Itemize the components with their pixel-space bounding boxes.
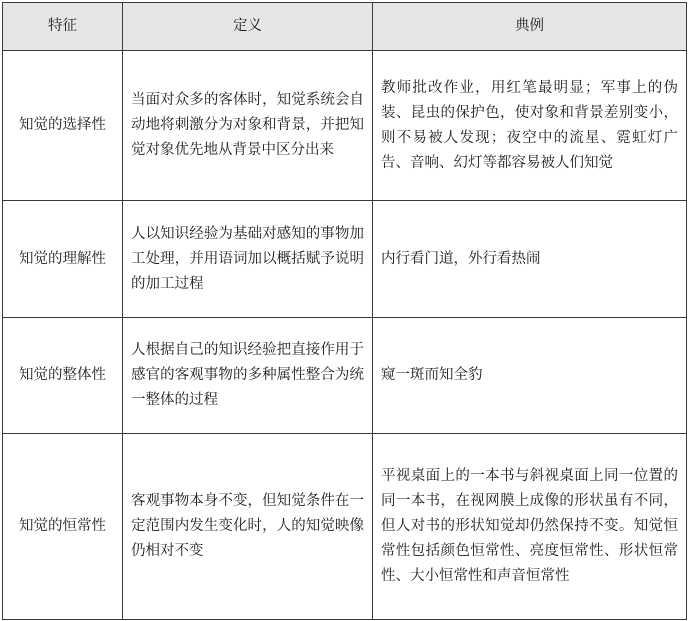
perception-features-table [2, 2, 687, 620]
example-cell: 内行看门道，外行看热闹 [373, 201, 687, 318]
table-body [3, 51, 687, 620]
table-header [3, 3, 687, 51]
definition-cell: 当面对众多的客体时，知觉系统会自动地将刺激分为对象和背景，并把知觉对象优先地从背景中区分出来 [123, 51, 373, 201]
definition-cell: 客观事物本身不变，但知觉条件在一定范围内发生变化时，人的知觉映像仍相对不变 [123, 434, 373, 620]
definition-cell: 人根据自己的知识经验把直接作用于感官的客观事物的多种属性整合为统一整体的过程 [123, 318, 373, 434]
feature-cell: 知觉的选择性 [3, 51, 123, 201]
table-row [3, 434, 687, 620]
feature-cell: 知觉的整体性 [3, 318, 123, 434]
example-cell: 窥一斑而知全豹 [373, 318, 687, 434]
table-row [3, 51, 687, 201]
feature-cell: 知觉的恒常性 [3, 434, 123, 620]
feature-cell: 知觉的理解性 [3, 201, 123, 318]
definition-cell: 人以知识经验为基础对感知的事物加工处理，并用语词加以概括赋予说明的加工过程 [123, 201, 373, 318]
header-example: 典例 [373, 3, 687, 51]
example-cell: 教师批改作业，用红笔最明显；军事上的伪装、昆虫的保护色，使对象和背景差别变小，则不易被人发现；夜空中的流星、霓虹灯广告、音响、幻灯等都容易被人们知觉 [373, 51, 687, 201]
table-row [3, 318, 687, 434]
table-row [3, 201, 687, 318]
header-feature: 特征 [3, 3, 123, 51]
header-definition: 定义 [123, 3, 373, 51]
example-cell: 平视桌面上的一本书与斜视桌面上同一位置的同一本书，在视网膜上成像的形状虽有不同，但人对书的形状知觉却仍然保持不变。知觉恒常性包括颜色恒常性、亮度恒常性、形状恒常性、大小恒常性和声音恒常性 [373, 434, 687, 620]
header-row [3, 3, 687, 51]
